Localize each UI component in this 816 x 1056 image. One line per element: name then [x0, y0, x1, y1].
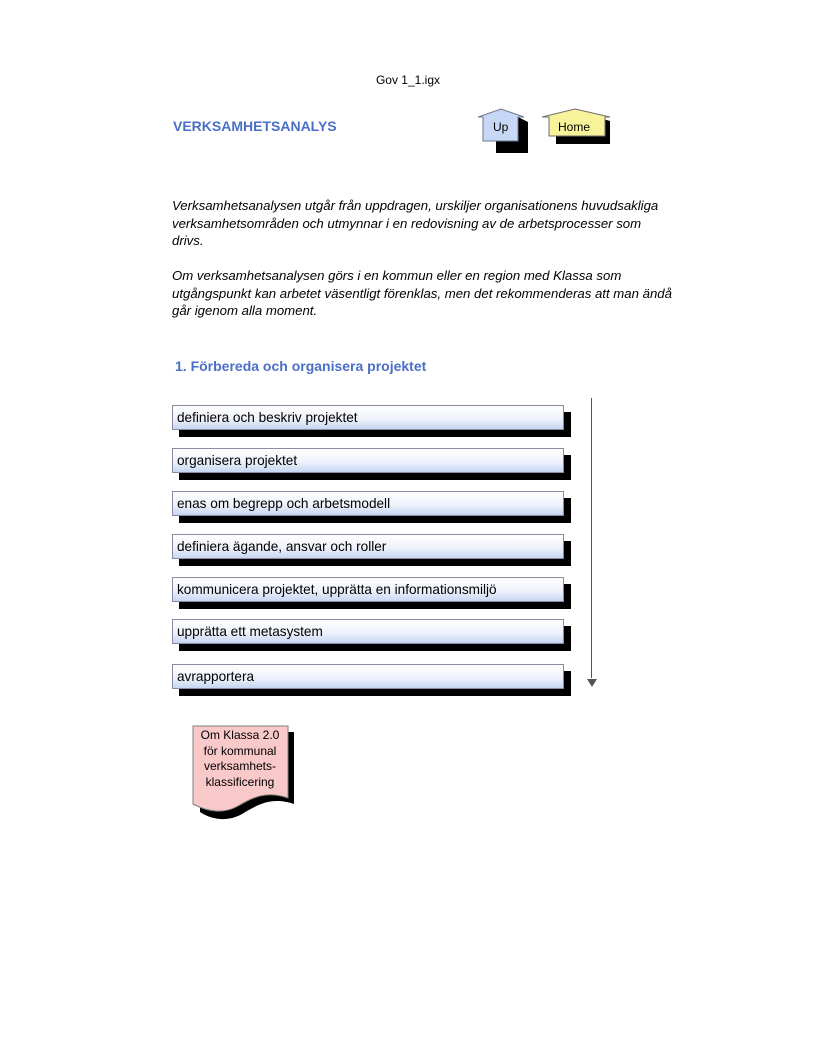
- step-label: definiera och beskriv projektet: [177, 410, 358, 425]
- home-button[interactable]: [542, 108, 632, 152]
- document-line-3: verksamhets-: [203, 759, 277, 773]
- step-box: [172, 534, 564, 559]
- step-box: [172, 448, 564, 473]
- flow-arrow-line: [591, 398, 592, 678]
- step-kommunicera-projektet[interactable]: [172, 577, 564, 602]
- step-label: enas om begrepp och arbetsmodell: [177, 496, 391, 511]
- step-enas-om-begrepp[interactable]: [172, 491, 564, 516]
- step-definiera-projektet[interactable]: [172, 405, 564, 430]
- step-box: [172, 664, 564, 689]
- section-heading: 1. Förbereda och organisera projektet: [175, 358, 427, 374]
- step-label: upprätta ett metasystem: [177, 624, 323, 639]
- step-organisera-projektet[interactable]: [172, 448, 564, 473]
- page-title: VERKSAMHETSANALYS: [173, 118, 337, 134]
- step-label: kommunicera projektet, upprätta en informationsmiljö: [177, 582, 497, 597]
- flow-arrow-head-icon: [587, 679, 597, 687]
- document-line-4: klassificering: [205, 774, 275, 789]
- document-line-2: för kommunal: [203, 743, 277, 758]
- step-avrapportera[interactable]: [172, 664, 564, 689]
- document-line-1: Om Klassa 2.0: [200, 728, 280, 742]
- klassa-document[interactable]: [190, 724, 300, 824]
- up-label: Up: [493, 120, 509, 134]
- document-text: [192, 728, 288, 790]
- step-box: [172, 619, 564, 644]
- step-box: [172, 405, 564, 430]
- step-uppratta-metasystem[interactable]: [172, 619, 564, 644]
- step-label: definiera ägande, ansvar och roller: [177, 539, 387, 554]
- intro-paragraph-1: Verksamhetsanalysen utgår från uppdragen, urskiljer organisationens huvudsakliga verksamhetsområden och utmynnar i en redovisning av de arbetsprocesser som drivs.: [172, 198, 659, 248]
- step-label: avrapportera: [177, 669, 255, 684]
- step-definiera-agande[interactable]: [172, 534, 564, 559]
- intro-paragraph-2: Om verksamhetsanalysen görs i en kommun eller en region med Klassa som utgångspunkt kan arbetet väsentligt förenklas, men det rekommenderas att man ändå går igenom alla moment.: [172, 268, 672, 318]
- home-label: Home: [558, 120, 591, 134]
- step-box: [172, 491, 564, 516]
- file-title: Gov 1_1.igx: [375, 73, 441, 87]
- step-label: organisera projektet: [177, 453, 298, 468]
- step-box: [172, 577, 564, 602]
